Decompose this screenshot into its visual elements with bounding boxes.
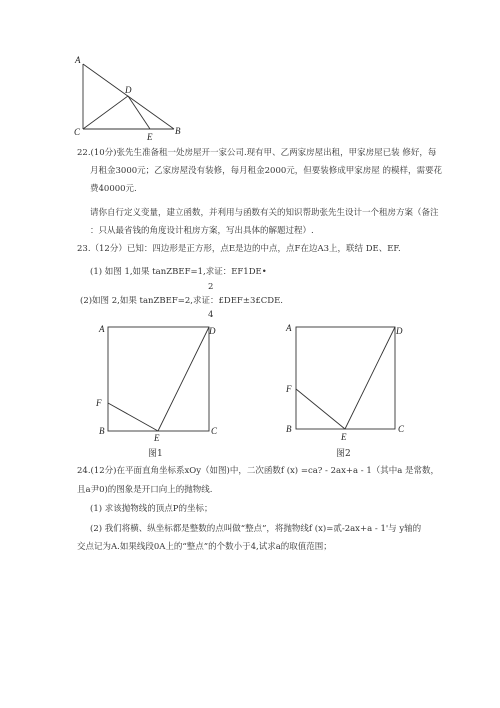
q23-part2: (2)如图 2,如果 tanZBEF=2,求证：£DEF±3£CDE. bbox=[80, 296, 283, 306]
fig2-segment-ED bbox=[345, 327, 395, 429]
q24-part2: (2) 我们将横、纵坐标都是整数的点叫做“整点”，将抛物线f (x)=贰-2ax+a - 1'与 y轴的 bbox=[90, 524, 422, 534]
fig2-label-E: E bbox=[341, 432, 347, 442]
q24-line1: 24.(12分)在平面直角坐标系xOy（如图)中，二次函数f (x) =ca? - 2ax+a - 1（其中a 是常数， bbox=[77, 466, 440, 476]
q22-line4: 请你自行定义变量，建立函数，并利用与函数有关的知识帮助张先生设计一个租房方案（备注 bbox=[90, 208, 439, 218]
fig2-label-A: A bbox=[286, 323, 292, 333]
q24-part1: (1) 求该抛物线的顶点P的坐标； bbox=[90, 504, 213, 514]
q24-line2: 且a尹0)的图象是开口向上的抛物线. bbox=[77, 485, 213, 495]
fig1-label-D: D bbox=[209, 326, 216, 336]
label-A: A bbox=[75, 55, 81, 65]
label-B: B bbox=[175, 126, 181, 136]
fig1-label-F: F bbox=[96, 398, 102, 408]
fig1-caption: 图1 bbox=[148, 449, 163, 459]
q22-line1: 22.(10分)张先生准备租一处房屋开一家公司.现有甲、乙两家房屋出租，甲家房屋已装 修好，每 bbox=[77, 148, 437, 158]
fig2-caption: 图2 bbox=[336, 449, 351, 459]
q24-part2-continued: 交点记为A.如果线段0A上的“整点”的个数小于4,试求a的取值范围； bbox=[77, 542, 332, 552]
fig2-label-B: B bbox=[286, 424, 292, 434]
fig1-label-A: A bbox=[99, 324, 105, 334]
fig2-square bbox=[296, 327, 395, 429]
fig1-label-E: E bbox=[154, 433, 160, 443]
q22-line2: 月租金3000元；乙家房屋没有装修，每月租金2000元，但要装修成甲家房屋 的模样，需要花 bbox=[90, 166, 442, 176]
q23-fraction-denominator: 4 bbox=[208, 310, 214, 320]
fig1-segment-ED bbox=[158, 327, 209, 431]
label-C: C bbox=[74, 127, 81, 137]
fig1-segment-FE bbox=[108, 403, 158, 431]
q23-fraction-numerator: 2 bbox=[208, 282, 214, 292]
label-D: D bbox=[125, 85, 132, 95]
label-E: E bbox=[147, 132, 153, 142]
fig2-label-F: F bbox=[286, 384, 292, 394]
q23-part1: (1) 如图 1,如果 tanZBEF=1,求证：EF1DE• bbox=[90, 267, 267, 277]
fig1-label-C: C bbox=[211, 426, 218, 436]
fig1-label-B: B bbox=[99, 426, 105, 436]
q23-line1: 23.（12分）已知：四边形是正方形，点E是边的中点，点F在边A3上，联结 DE、EF. bbox=[77, 244, 401, 254]
fig2-label-D: D bbox=[396, 326, 403, 336]
q22-line3: 费40000元. bbox=[90, 184, 137, 194]
fig2-segment-FE bbox=[296, 389, 345, 429]
fig1-square bbox=[108, 327, 209, 431]
fig2-label-C: C bbox=[398, 424, 405, 434]
q22-line5: ：只从最省钱的角度设计租房方案，写出具体的解题过程）. bbox=[90, 226, 314, 236]
